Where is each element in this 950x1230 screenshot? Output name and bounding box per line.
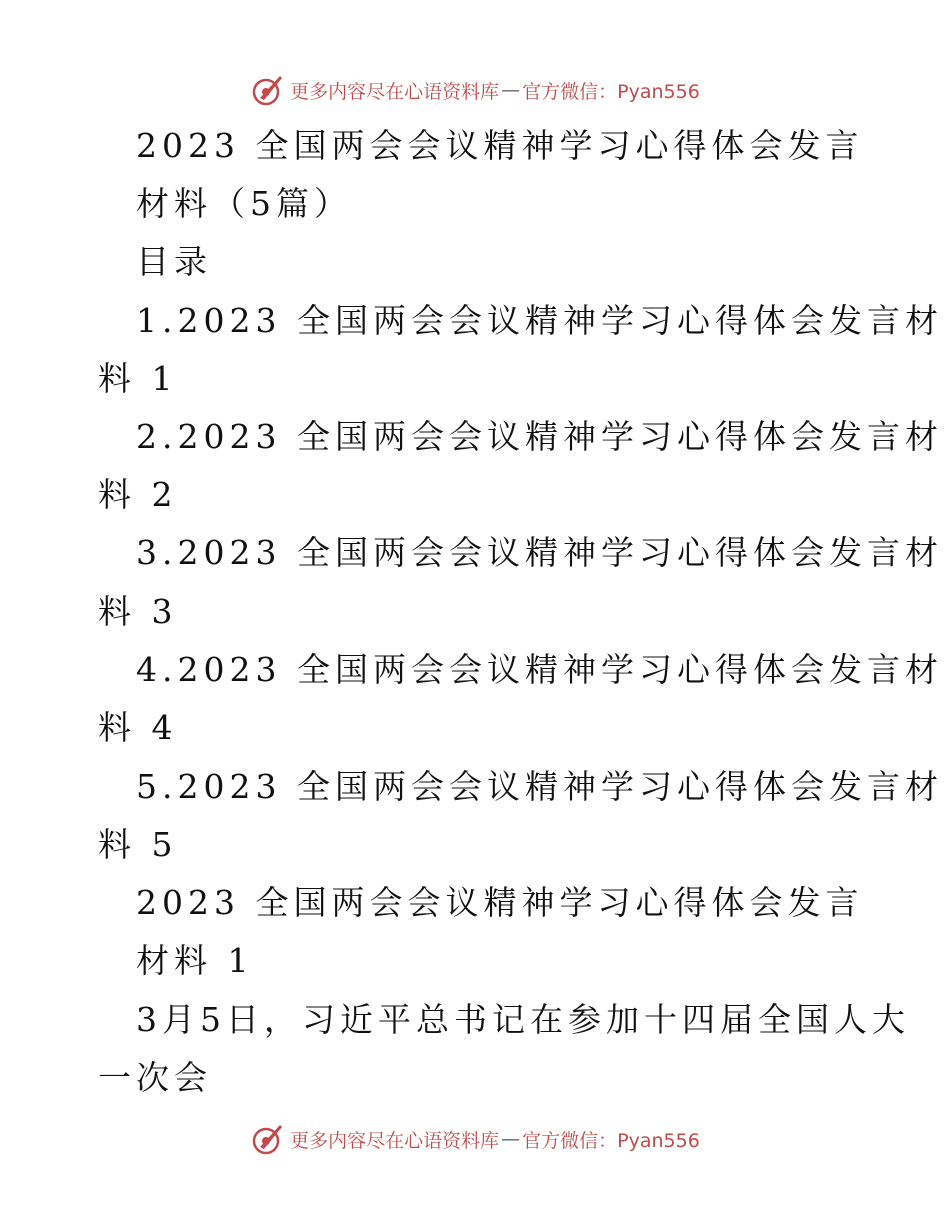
section-title-line-2: 材料 1 [136,941,254,980]
footer-watermark-banner [0,1119,950,1159]
toc-item-4: 4.2023 全国两会会议精神学习心得体会发言材 [136,650,943,689]
banner-contact: 官方微信：Pyan556 [522,1129,700,1152]
toc-item-5-cont: 料 5 [98,825,178,864]
quill-logo-icon [250,1121,286,1157]
toc-item-3: 3.2023 全国两会会议精神学习心得体会发言材 [136,533,943,572]
banner-separator: — [501,1128,521,1150]
toc-heading: 目录 [136,242,212,281]
banner-text: 更多内容尽在心语资料库 [290,1129,500,1152]
doc-title-line-2: 材料（5篇） [136,184,352,223]
toc-item-5: 5.2023 全国两会会议精神学习心得体会发言材 [136,767,943,806]
toc-item-3-cont: 料 3 [98,592,178,631]
toc-item-2-cont: 料 2 [98,475,178,514]
banner-contact: 官方微信：Pyan556 [522,80,700,103]
body-paragraph-line-2: 一次会 [98,1058,212,1097]
banner-separator: — [501,79,521,101]
toc-item-4-cont: 料 4 [98,708,178,747]
doc-title-line-1: 2023 全国两会会议精神学习心得体会发言 [136,126,864,165]
body-paragraph-line-1: 3月5日，习近平总书记在参加十四届全国人大 [136,1000,910,1039]
toc-item-1-cont: 料 1 [98,359,178,398]
banner-text: 更多内容尽在心语资料库 [290,80,500,103]
toc-item-1: 1.2023 全国两会会议精神学习心得体会发言材 [136,301,943,340]
quill-logo-icon [250,72,286,108]
section-title-line-1: 2023 全国两会会议精神学习心得体会发言 [136,883,864,922]
toc-item-2: 2.2023 全国两会会议精神学习心得体会发言材 [136,417,943,456]
header-watermark-banner [0,70,950,110]
